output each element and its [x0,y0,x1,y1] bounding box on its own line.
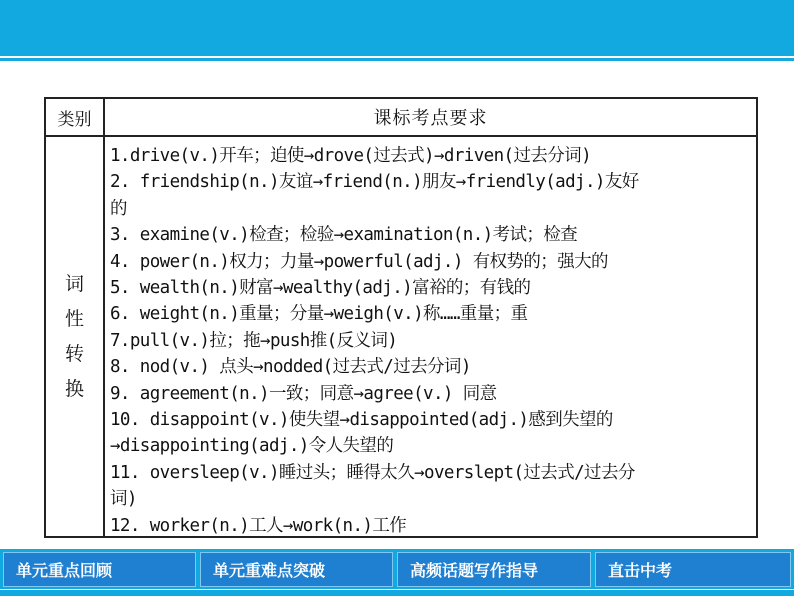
content-line: 4. power(n.)权力；力量→powerful(adj.) 有权势的；强大的 [110,251,608,272]
requirement-content [110,143,750,539]
content-line: 5. wealth(n.)财富→wealthy(adj.)富裕的；有钱的 [110,278,531,299]
nav-button-key-difficulties[interactable]: 单元重难点突破 [200,552,393,587]
category-char: 性 [64,307,84,330]
requirements-table [44,97,758,538]
category-cell [46,137,103,536]
header-requirement: 课标考点要求 [373,108,488,129]
content-line: 8. nod(v.) 点头→nodded(过去式/过去分词) [110,357,471,378]
content-line: 9. agreement(n.)一致；同意→agree(v.) 同意 [110,383,497,404]
footer-nav [0,549,794,596]
content-line: 6. weight(n.)重量；分量→weigh(v.)称……重量；重 [110,304,528,325]
nav-button-unit-review[interactable]: 单元重点回顾 [3,552,196,587]
table-header-row [46,99,756,137]
content-line: 3. examine(v.)检查；检验→examination(n.)考试；检查 [110,225,578,246]
category-char: 转 [64,342,84,365]
content-line: 10. disappoint(v.)使失望→disappointed(adj.)感到失望的 [110,410,613,431]
content-line: 7.pull(v.)拉；拖→push推(反义词) [110,330,398,351]
header-band [0,0,794,56]
content-line: 的 [110,198,127,219]
content-line: 11. oversleep(v.)睡过头；睡得太久→overslept(过去式/过去分 [110,462,635,483]
category-char: 词 [64,272,84,295]
content-line: 2. friendship(n.)友谊→friend(n.)朋友→friendly(adj.)友好 [110,172,639,193]
nav-button-exam[interactable]: 直击中考 [595,552,791,587]
content-line: →disappointing(adj.)令人失望的 [110,436,394,457]
column-divider [103,99,105,536]
nav-button-writing-guide[interactable]: 高频话题写作指导 [397,552,591,587]
header-divider [0,58,794,61]
header-category: 类别 [57,109,92,130]
category-char: 换 [64,377,84,400]
content-line: 词) [110,489,137,510]
footer-bottom-band [0,590,794,596]
content-line: 1.drive(v.)开车；迫使→drove(过去式)→driven(过去分词) [110,146,592,166]
content-line: 12. worker(n.)工人→work(n.)工作 [110,515,407,536]
